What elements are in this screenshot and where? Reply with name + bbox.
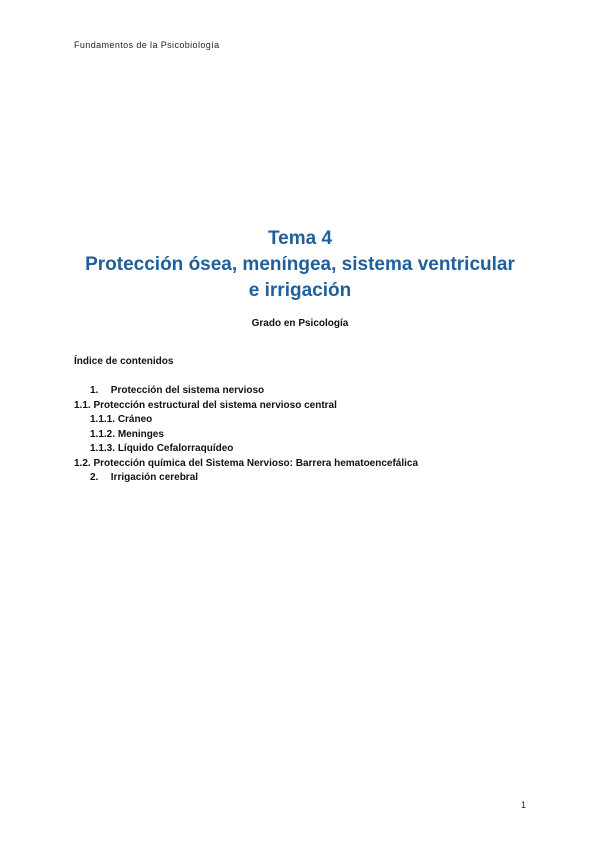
toc-item-number: 1.1.2. xyxy=(90,428,116,440)
toc-item-number: 1. xyxy=(90,385,99,396)
title-line-main: Protección ósea, meníngea, sistema ventricular xyxy=(85,254,515,275)
toc-item-label: Cráneo xyxy=(117,414,153,425)
toc-item-number: 2. xyxy=(90,472,99,483)
toc-item-label: Meninges xyxy=(117,428,164,440)
toc-item-label: Irrigación cerebral xyxy=(110,472,199,483)
toc-item-1-1[interactable] xyxy=(74,399,544,414)
toc-item-1-1-3[interactable] xyxy=(74,442,544,457)
running-header: Fundamentos de la Psicobiología xyxy=(74,40,220,50)
toc-item-label: Protección del sistema nervioso xyxy=(110,385,265,396)
toc-item-1-1-2[interactable] xyxy=(74,428,544,443)
toc-item-1-1-1[interactable] xyxy=(74,413,544,428)
toc-item-2[interactable] xyxy=(74,471,544,486)
toc-item-1-2[interactable] xyxy=(74,457,544,472)
degree-subtitle: Grado en Psicología xyxy=(251,318,349,329)
toc-item-label: Protección química del Sistema Nervioso: Barrera hematoencefálica xyxy=(93,457,419,469)
toc-item-number: 1.1. xyxy=(74,399,91,411)
toc-item-number: 1.2. xyxy=(74,457,91,469)
title-topic-number: Tema 4 xyxy=(267,228,333,249)
toc-heading: Índice de contenidos xyxy=(74,356,174,367)
table-of-contents xyxy=(74,356,544,486)
toc-item-label: Líquido Cefalorraquídeo xyxy=(117,443,234,454)
toc-item-number: 1.1.3. xyxy=(90,443,116,454)
document-title xyxy=(0,226,600,304)
title-line-continued: e irrigación xyxy=(248,280,352,301)
toc-item-1[interactable] xyxy=(74,384,544,399)
page-number: 1 xyxy=(520,800,526,810)
toc-item-label: Protección estructural del sistema nervioso central xyxy=(93,399,337,411)
toc-item-number: 1.1.1. xyxy=(90,414,116,425)
